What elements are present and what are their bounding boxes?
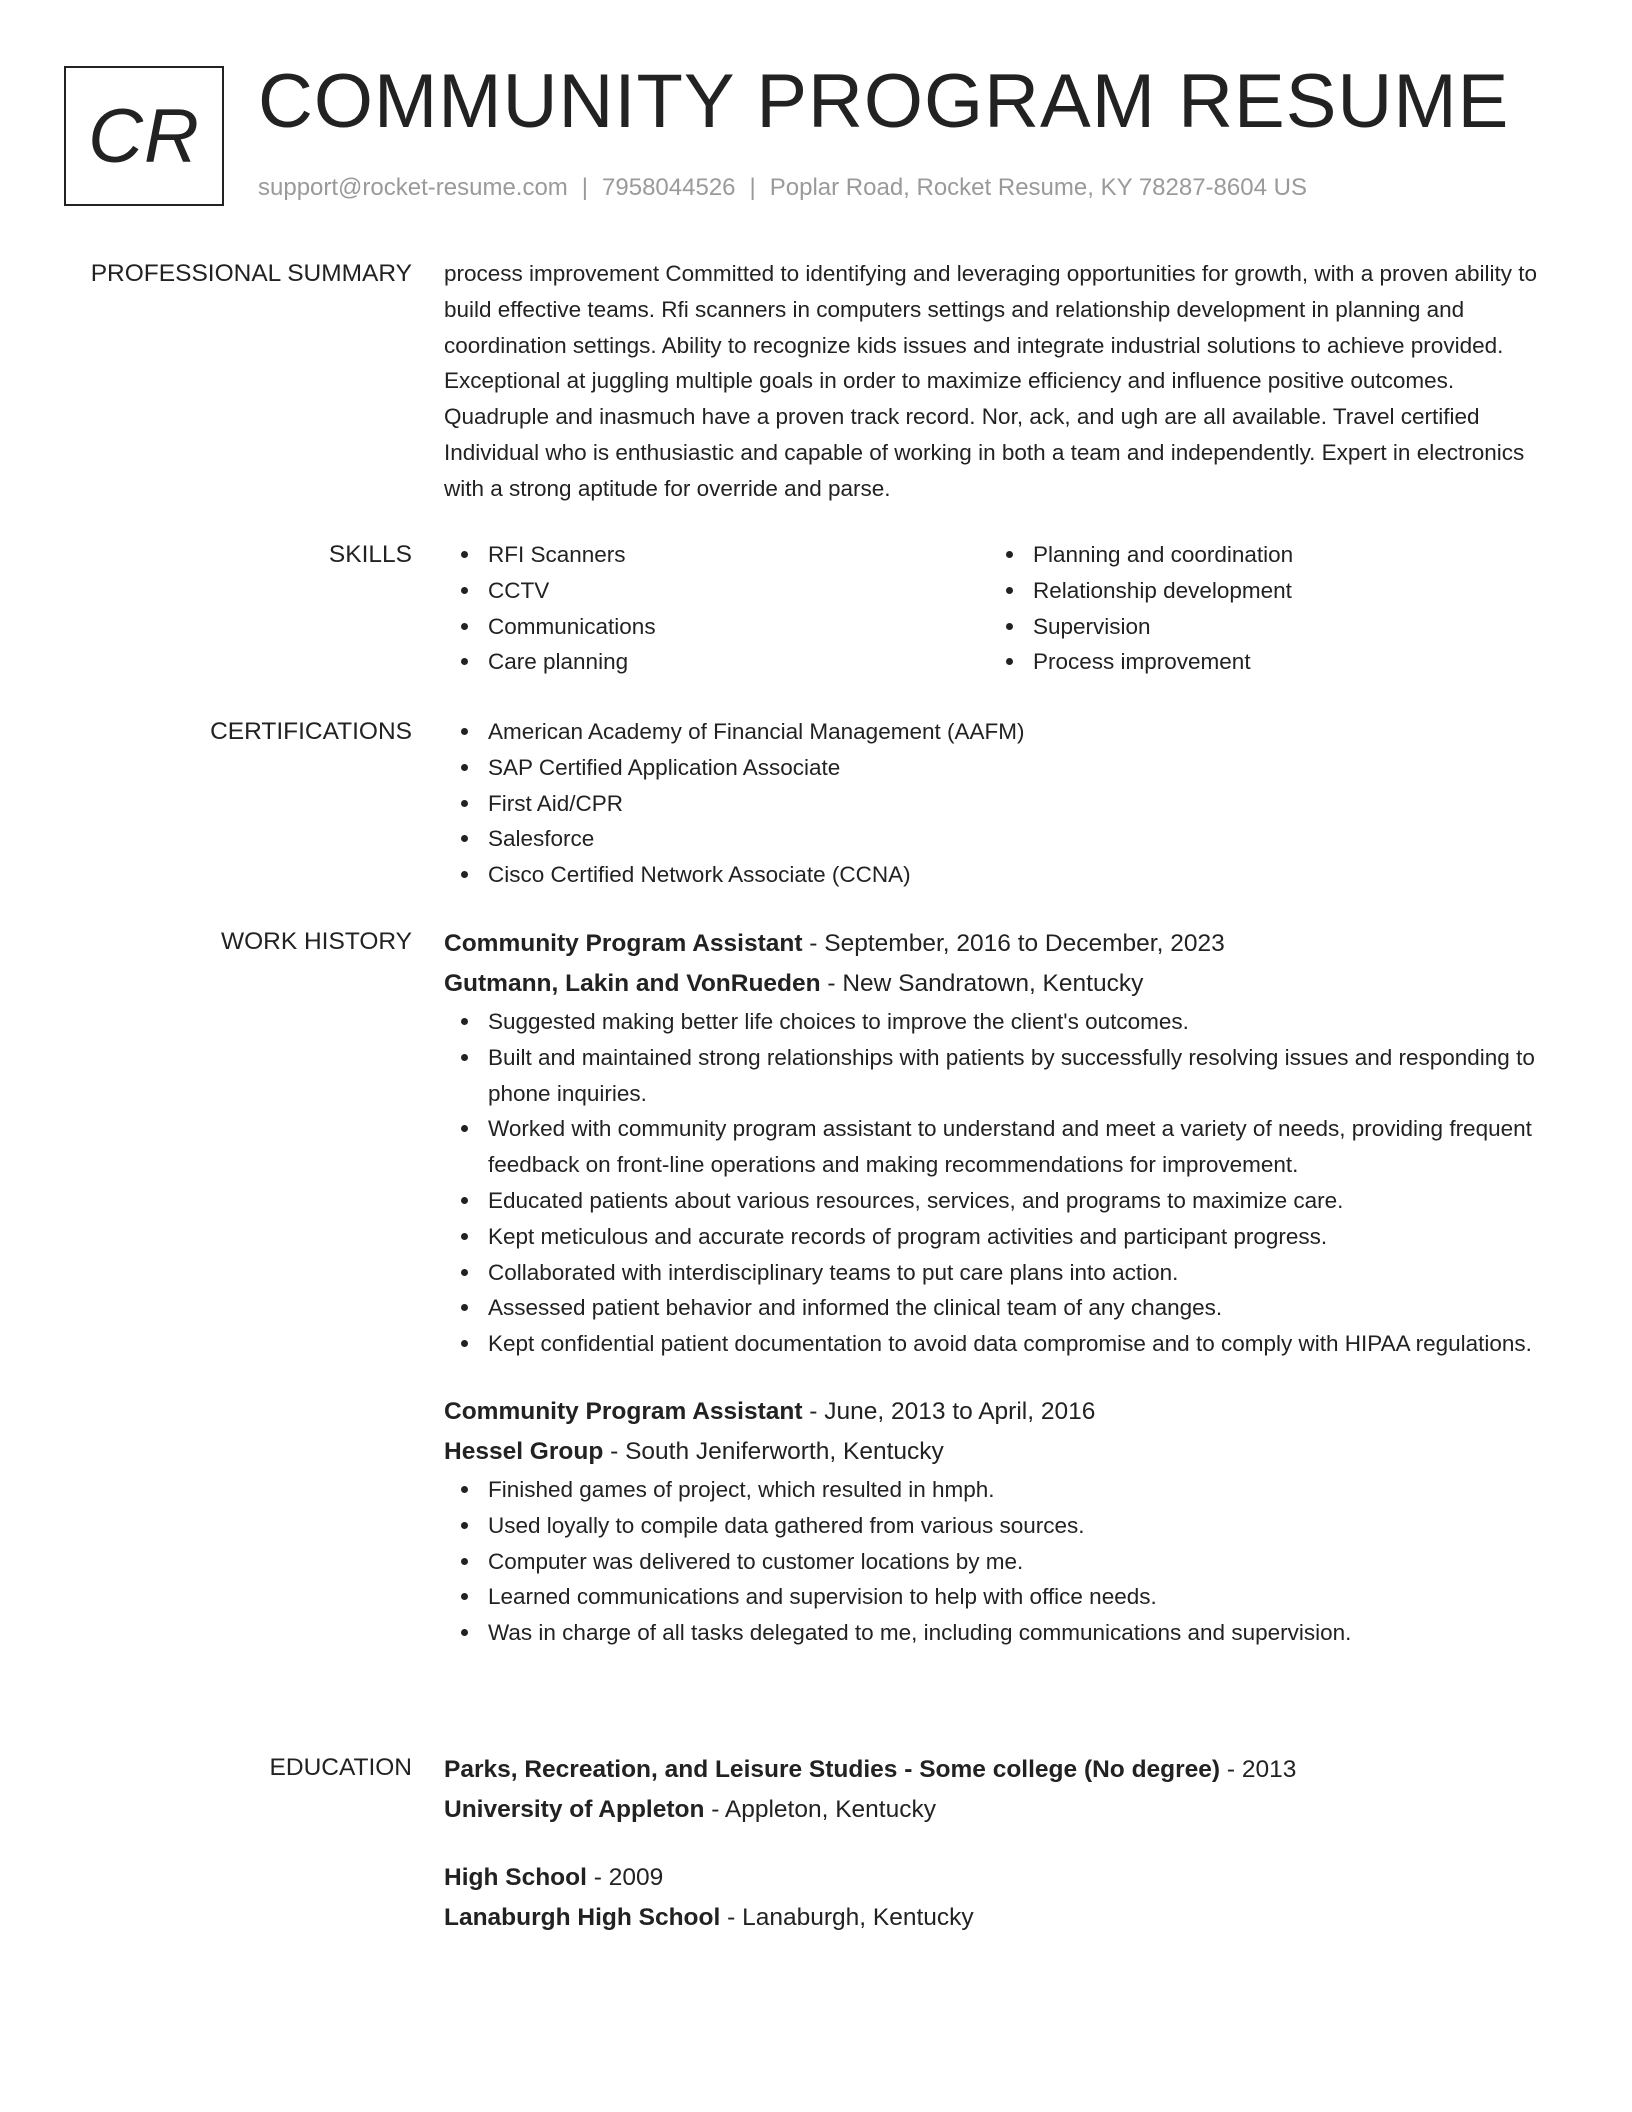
- certification-item: Cisco Certified Network Associate (CCNA): [488, 857, 1559, 893]
- skill-item: Communications: [488, 609, 989, 645]
- job-duty: Worked with community program assistant to understand and meet a variety of needs, providing frequent feedback on front-line operations and making recommendations for improvement.: [488, 1111, 1559, 1183]
- job-duty: Assessed patient behavior and informed the clinical team of any changes.: [488, 1290, 1559, 1326]
- contact-address: Poplar Road, Rocket Resume, KY 78287-8604 US: [769, 174, 1307, 201]
- skill-item: RFI Scanners: [488, 537, 989, 573]
- job-company-line: [444, 1432, 1559, 1472]
- skills-body: [444, 537, 1559, 680]
- education-school: Lanaburgh High School: [444, 1904, 721, 1931]
- skill-item: Planning and coordination: [1033, 537, 1534, 573]
- education-location: - Appleton, Kentucky: [704, 1796, 936, 1823]
- job-dates: - September, 2016 to December, 2023: [802, 930, 1225, 957]
- skill-item: Supervision: [1033, 609, 1534, 645]
- skills-column-1: [444, 537, 989, 680]
- job-duty: Learned communications and supervision to help with office needs.: [488, 1579, 1559, 1615]
- job-duty: Used loyally to compile data gathered from various sources.: [488, 1508, 1559, 1544]
- skill-item: Process improvement: [1033, 644, 1534, 680]
- certifications-body: [444, 714, 1559, 893]
- skill-item: Relationship development: [1033, 573, 1534, 609]
- work-history-body: [444, 924, 1559, 1651]
- job-location: - South Jeniferworth, Kentucky: [603, 1437, 944, 1465]
- skills-list-2: [989, 537, 1534, 680]
- education-entry: [444, 1858, 1559, 1938]
- job-location: - New Sandratown, Kentucky: [820, 970, 1144, 997]
- section-label-work-history: WORK HISTORY: [220, 928, 412, 955]
- education-degree: Parks, Recreation, and Leisure Studies - Some college (No degree): [444, 1756, 1221, 1783]
- job-duty: Kept confidential patient documentation to avoid data compromise and to comply with HIPAA regulations.: [488, 1326, 1559, 1362]
- job-entry: [444, 1392, 1559, 1651]
- skill-item: CCTV: [488, 573, 989, 609]
- job-dates: - June, 2013 to April, 2016: [802, 1397, 1096, 1425]
- skills-column-2: [989, 537, 1534, 680]
- education-body: [444, 1750, 1559, 1938]
- certification-item: American Academy of Financial Management (AAFM): [488, 714, 1559, 750]
- job-title: Community Program Assistant: [444, 930, 803, 957]
- education-location: - Lanaburgh, Kentucky: [720, 1904, 974, 1931]
- education-school: University of Appleton: [444, 1796, 705, 1823]
- job-duty: Suggested making better life choices to improve the client's outcomes.: [488, 1004, 1559, 1040]
- job-duty: Kept meticulous and accurate records of program activities and participant progress.: [488, 1219, 1559, 1255]
- job-title: Community Program Assistant: [444, 1397, 803, 1425]
- job-duty: Collaborated with interdisciplinary teams to put care plans into action.: [488, 1255, 1559, 1291]
- contact-phone: 7958044526: [602, 174, 736, 201]
- job-company-line: [444, 964, 1559, 1004]
- summary-text: process improvement Committed to identifying and leveraging opportunities for growth, with a proven ability to build effective teams. Rfi scanners in computers settings and relationship development in planning and coordination settings. Ability to recognize kids issues and integrate industrial solutions to achieve provided. Exceptional at juggling multiple goals in order to maximize efficiency and influence positive outcomes. Quadruple and inasmuch have a proven track record. Nor, ack, and ugh are all available. Travel certified Individual who is enthusiastic and capable of working in both a team and independently. Expert in electronics with a strong aptitude for override and parse.: [444, 261, 1538, 501]
- certifications-list: [444, 714, 1559, 893]
- section-label-summary: PROFESSIONAL SUMMARY: [90, 260, 412, 287]
- skills-grid: [444, 537, 1559, 680]
- education-year: - 2013: [1220, 1756, 1297, 1783]
- contact-line: [258, 172, 1307, 204]
- education-degree-line: [444, 1858, 1559, 1898]
- section-label-education: EDUCATION: [269, 1754, 412, 1781]
- job-duty: Was in charge of all tasks delegated to me, including communications and supervision.: [488, 1615, 1559, 1651]
- education-degree-line: [444, 1750, 1559, 1790]
- certification-item: SAP Certified Application Associate: [488, 750, 1559, 786]
- job-duty: Computer was delivered to customer locations by me.: [488, 1544, 1559, 1580]
- job-duty: Finished games of project, which resulted in hmph.: [488, 1472, 1559, 1508]
- education-degree: High School: [444, 1864, 587, 1891]
- job-duty: Built and maintained strong relationships with patients by successfully resolving issues and responding to phone inquiries.: [488, 1040, 1559, 1112]
- job-company: Gutmann, Lakin and VonRueden: [444, 970, 821, 997]
- education-year: - 2009: [586, 1864, 664, 1891]
- job-title-line: [444, 924, 1559, 964]
- resume-title: COMMUNITY PROGRAM RESUME: [258, 59, 1510, 144]
- skills-list-1: [444, 537, 989, 680]
- monogram-text: CR: [88, 93, 200, 179]
- section-label-skills: SKILLS: [328, 541, 412, 568]
- job-duties-list: [444, 1004, 1559, 1362]
- monogram-badge: [64, 66, 224, 206]
- contact-separator: |: [581, 174, 589, 201]
- certification-item: Salesforce: [488, 821, 1559, 857]
- section-label-certifications: CERTIFICATIONS: [210, 718, 412, 745]
- summary-body: [444, 256, 1559, 507]
- job-duties-list: [444, 1472, 1559, 1651]
- contact-email: support@rocket-resume.com: [258, 174, 568, 201]
- job-duty: Educated patients about various resources, services, and programs to maximize care.: [488, 1183, 1559, 1219]
- contact-separator: |: [749, 174, 756, 201]
- job-entry: [444, 924, 1559, 1362]
- job-title-line: [444, 1392, 1559, 1432]
- education-school-line: [444, 1790, 1559, 1830]
- certification-item: First Aid/CPR: [488, 786, 1559, 822]
- skill-item: Care planning: [488, 644, 989, 680]
- job-company: Hessel Group: [444, 1437, 604, 1465]
- education-entry: [444, 1750, 1559, 1830]
- education-school-line: [444, 1898, 1559, 1938]
